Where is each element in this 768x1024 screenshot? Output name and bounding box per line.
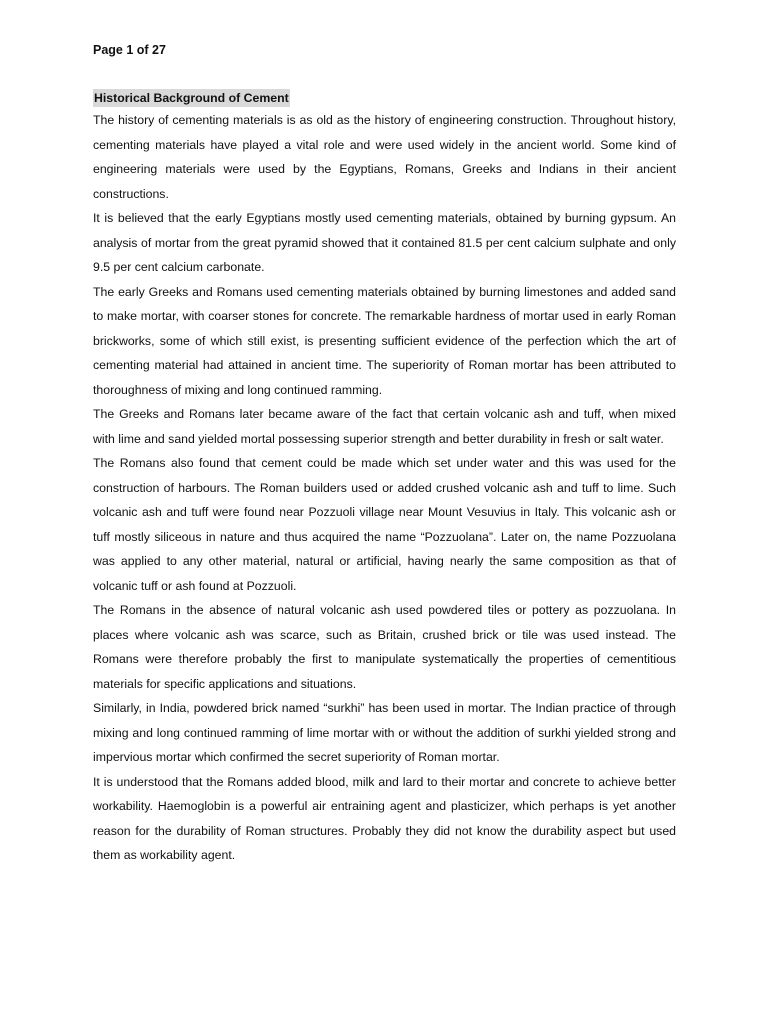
section-heading: Historical Background of Cement — [94, 91, 289, 105]
paragraph-surkhi: Similarly, in India, powdered brick named “surkhi” has been used in mortar. The Indian practice of through mixing and long continued ramming of lime mortar with or without the addition of surkhi yielded strong and impervious mortar which confirmed the secret superiority of Roman mortar. — [93, 701, 676, 764]
paragraph-greeks-romans: The early Greeks and Romans used cementing materials obtained by burning limestones and added sand to make mortar, with coarser stones for concrete. The remarkable hardness of mortar used in early Roman brickworks, some of which still exist, is presenting sufficient evidence of the perfection which the art of cementing material had attained in ancient time. The superiority of Roman mortar has been attributed to thoroughness of mixing and long continued ramming. — [93, 284, 676, 397]
page-number: Page 1 of 27 — [93, 43, 166, 57]
paragraph-volcanic-ash: The Greeks and Romans later became aware of the fact that certain volcanic ash and tuff, when mixed with lime and sand yielded mortal possessing superior strength and better durability in fresh or salt water. — [93, 407, 676, 446]
document-body — [93, 86, 676, 868]
paragraph-workability: It is understood that the Romans added blood, milk and lard to their mortar and concrete to achieve better workability. Haemoglobin is a powerful air entraining agent and plasticizer, which perhaps is yet another reason for the durability of Roman structures. Probably they did not know the durability aspect but used them as workability agent. — [93, 774, 676, 862]
paragraph-egyptians: It is believed that the early Egyptians mostly used cementing materials, obtained by burning gypsum. An analysis of mortar from the great pyramid showed that it contained 81.5 per cent calcium sulphate and only 9.5 per cent calcium carbonate. — [93, 211, 676, 274]
paragraph-pozzuolana: The Romans also found that cement could be made which set under water and this was used for the construction of harbours. The Roman builders used or added crushed volcanic ash and tuff to lime. Such volcanic ash and tuff were found near Pozzuoli village near Mount Vesuvius in Italy. This volcanic ash or tuff mostly siliceous in nature and thus acquired the name “Pozzuolana”. Later on, the name Pozzuolana was applied to any other material, natural or artificial, having nearly the same composition as that of volcanic tuff or ash found at Pozzuoli. — [93, 456, 676, 593]
heading-row — [93, 86, 676, 108]
paragraph-powdered-tiles: The Romans in the absence of natural volcanic ash used powdered tiles or pottery as pozzuolana. In places where volcanic ash was scarce, such as Britain, crushed brick or tile was used instead. The Romans were therefore probably the first to manipulate systematically the properties of cementitious materials for specific applications and situations. — [93, 603, 676, 691]
paragraph-intro: The history of cementing materials is as old as the history of engineering construction. Throughout history, cementing materials have played a vital role and were used widely in the ancient world. Some kind of engineering materials were used by the Egyptians, Romans, Greeks and Indians in their ancient constructions. — [93, 113, 676, 201]
